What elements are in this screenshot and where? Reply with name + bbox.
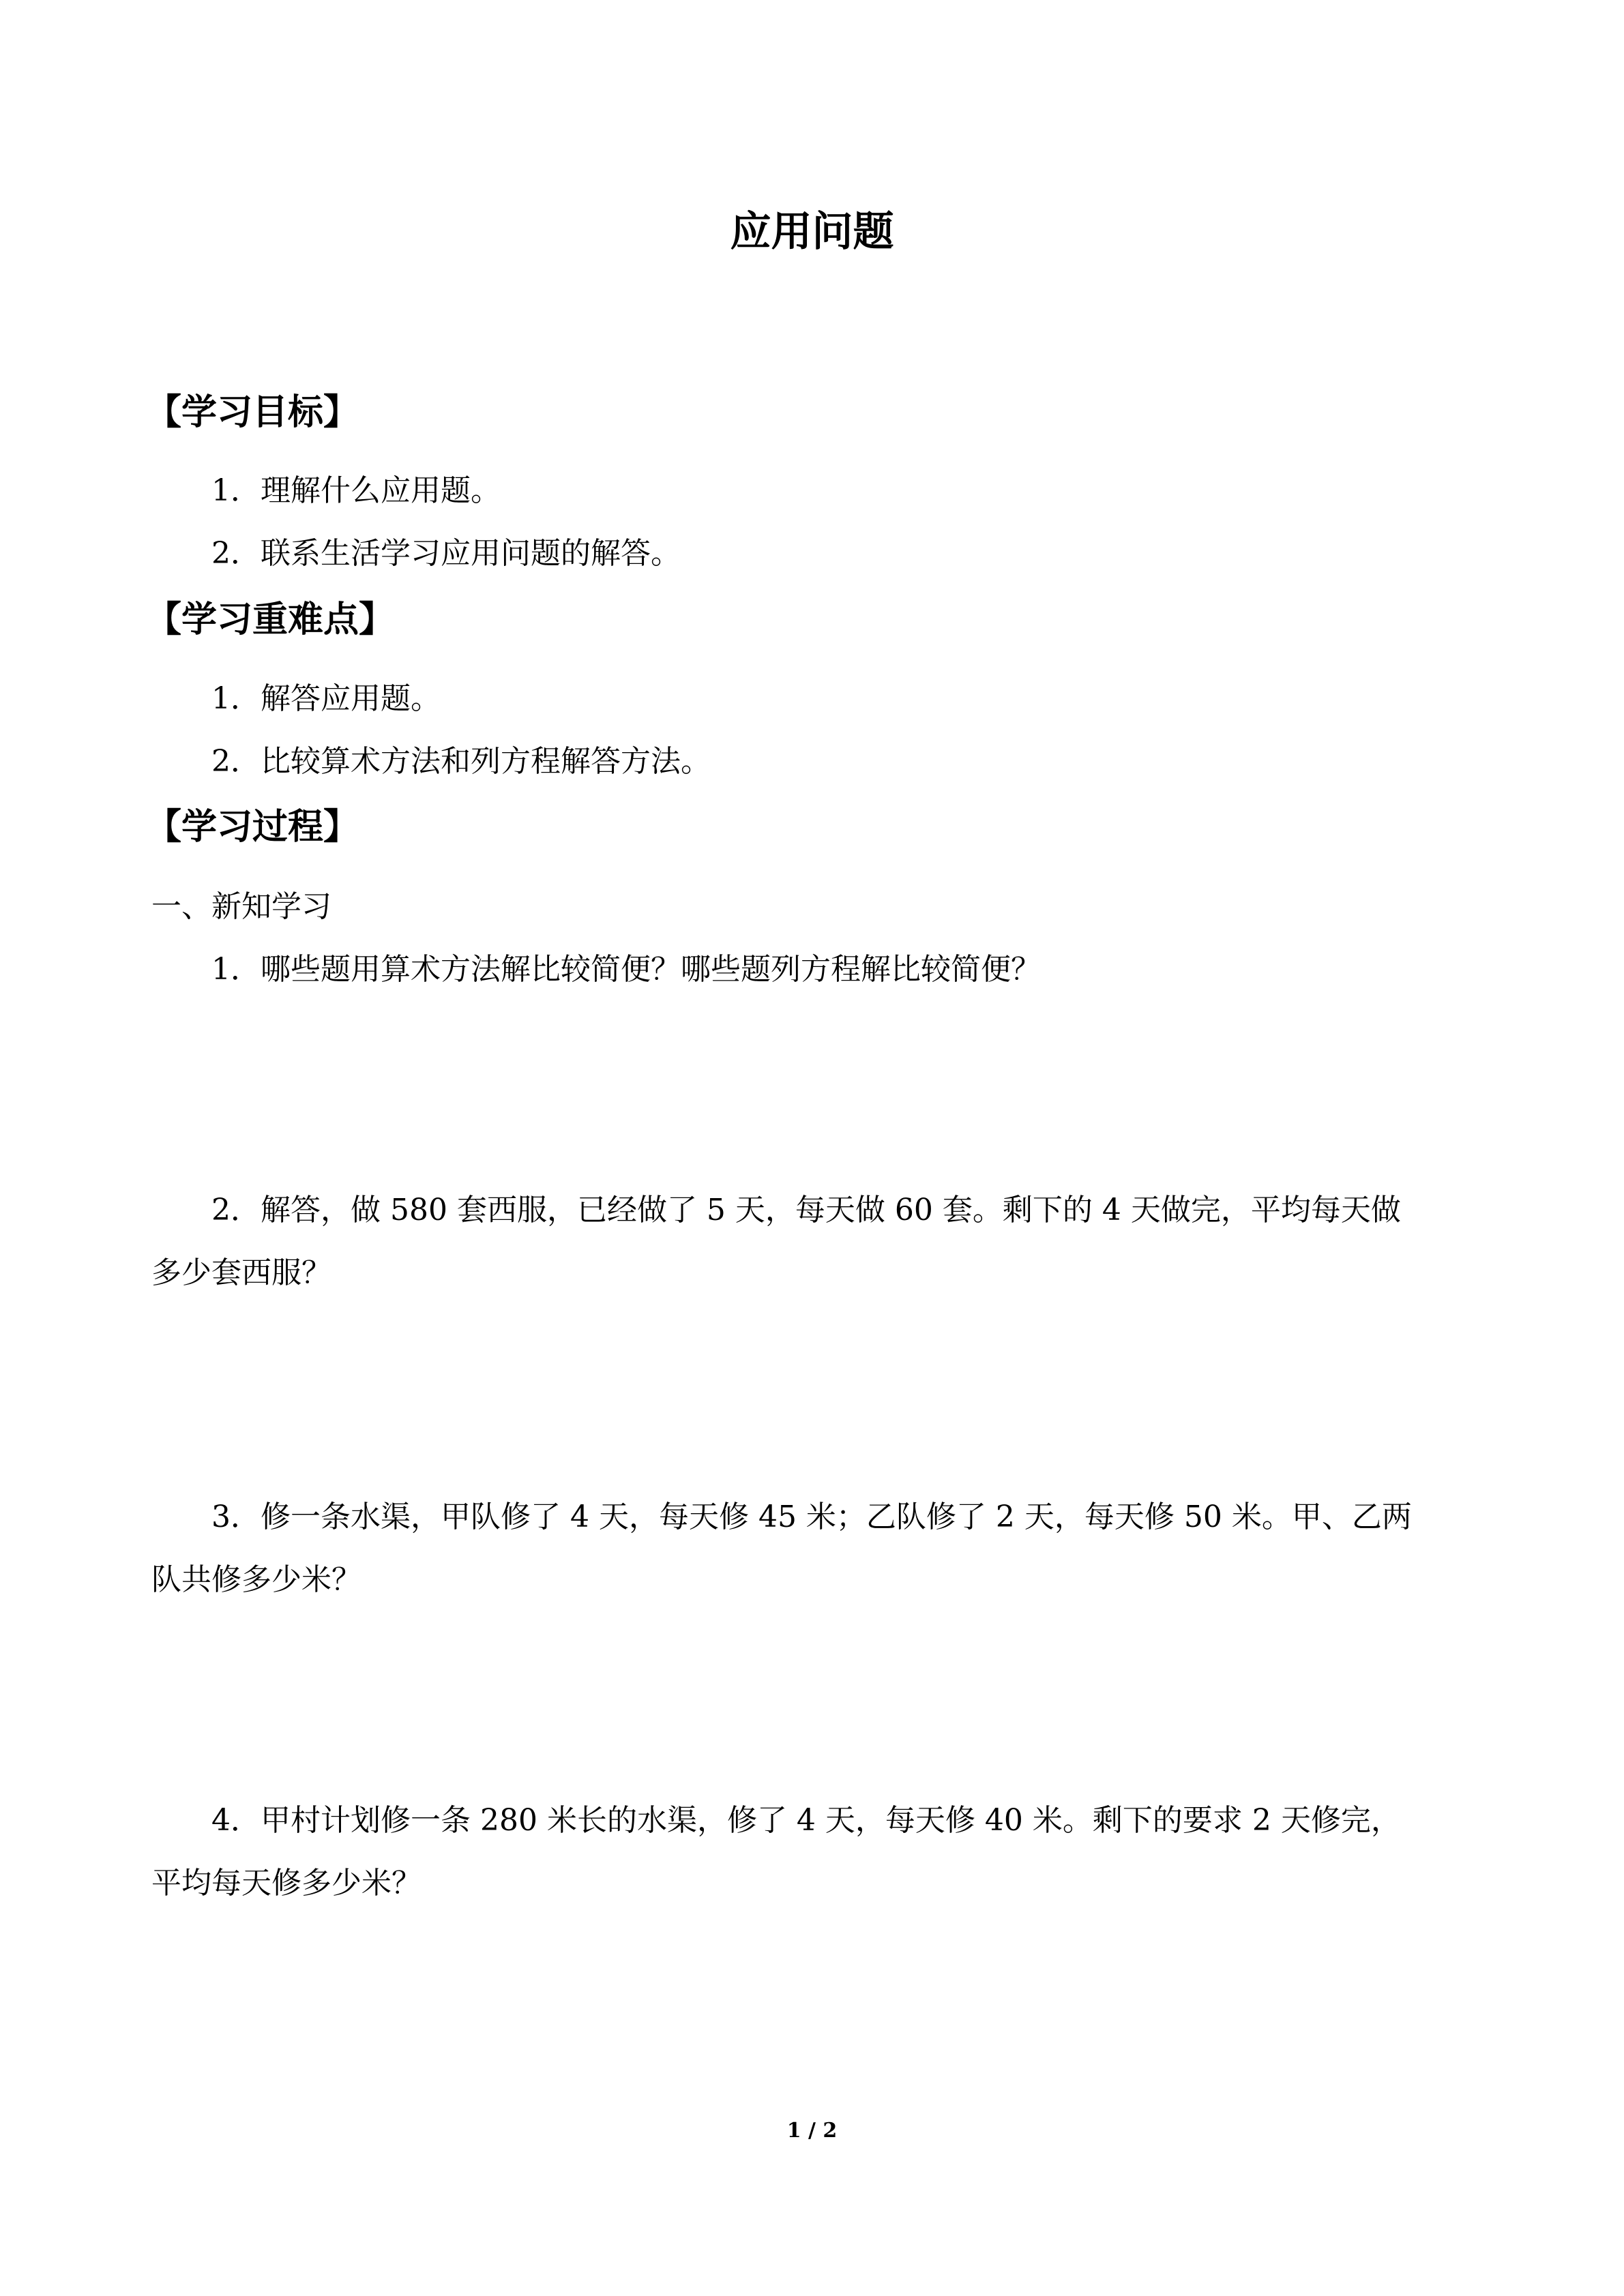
key-point-item-1: 1．解答应用题。	[211, 681, 441, 716]
question-3-line-2: 队共修多少米？	[151, 1562, 361, 1597]
question-2-line-1: 2．解答，做 580 套西服，已经做了 5 天，每天做 60 套。剩下的 4 天做完，平均每天做	[211, 1193, 1401, 1227]
question-2-line-2: 多少套西服？	[151, 1255, 331, 1290]
question-4-line-1: 4．甲村计划修一条 280 米长的水渠，修了 4 天，每天修 40 米。剩下的要求 2 天修完，	[211, 1803, 1401, 1838]
page-number: 1 / 2	[786, 2119, 838, 2143]
objective-item-2: 2．联系生活学习应用问题的解答。	[211, 536, 681, 571]
section-heading-process: 【学习过程】	[146, 807, 359, 848]
section-heading-key-points: 【学习重难点】	[146, 599, 395, 640]
question-4-line-2: 平均每天修多少米？	[151, 1866, 422, 1900]
key-point-item-2: 2．比较算术方法和列方程解答方法。	[211, 744, 711, 779]
section-heading-objectives: 【学习目标】	[146, 392, 359, 433]
objective-item-1: 1．理解什么应用题。	[211, 473, 501, 508]
page-title: 应用问题	[730, 208, 894, 256]
process-subheading: 一、新知学习	[151, 889, 331, 924]
question-1-line-1: 1．哪些题用算术方法解比较简便？哪些题列方程解比较简便？	[211, 952, 1041, 987]
question-3-line-1: 3．修一条水渠，甲队修了 4 天，每天修 45 米；乙队修了 2 天，每天修 50 米。甲、乙两	[211, 1500, 1412, 1534]
